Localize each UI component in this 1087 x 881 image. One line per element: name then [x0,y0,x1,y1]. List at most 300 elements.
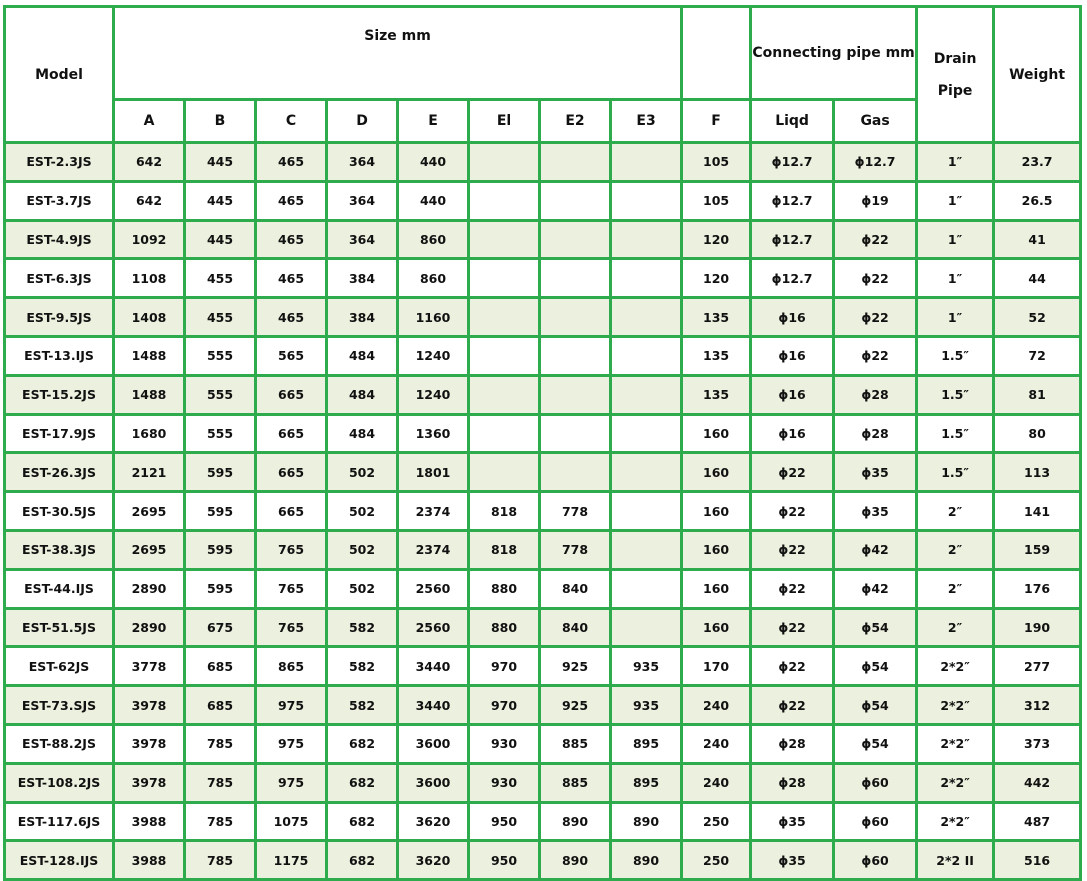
cell-e1 [470,299,538,335]
cell-a: 3988 [115,804,183,840]
cell-f: 240 [683,765,749,801]
cell-drain: 1″ [918,222,992,258]
cell-model: EST-30.5JS [6,493,112,529]
cell-gas: ϕ60 [835,842,915,878]
cell-e1: 880 [470,571,538,607]
table-row [6,648,1079,684]
cell-e3 [612,416,680,452]
cell-b: 685 [186,648,254,684]
cell-e1 [470,260,538,296]
cell-weight: 190 [995,610,1079,646]
cell-f: 105 [683,183,749,219]
cell-d: 502 [328,493,396,529]
cell-e3 [612,299,680,335]
cell-drain: 1″ [918,183,992,219]
cell-e2: 778 [541,532,609,568]
header-connecting-pipe: Connecting pipe mm [752,8,915,98]
cell-weight: 141 [995,493,1079,529]
cell-a: 3978 [115,726,183,762]
cell-gas: ϕ54 [835,726,915,762]
cell-gas: ϕ54 [835,610,915,646]
cell-d: 582 [328,610,396,646]
table-row [6,726,1079,762]
cell-d: 682 [328,765,396,801]
cell-drain: 2*2″ [918,648,992,684]
cell-model: EST-73.SJS [6,687,112,723]
cell-liquid: ϕ28 [752,726,832,762]
cell-drain: 2″ [918,493,992,529]
cell-weight: 442 [995,765,1079,801]
cell-d: 502 [328,571,396,607]
cell-weight: 26.5 [995,183,1079,219]
cell-e3 [612,610,680,646]
cell-c: 765 [257,571,325,607]
cell-model: EST-13.IJS [6,338,112,374]
cell-e2: 925 [541,648,609,684]
cell-a: 3778 [115,648,183,684]
cell-liquid: ϕ12.7 [752,222,832,258]
cell-gas: ϕ22 [835,299,915,335]
cell-weight: 52 [995,299,1079,335]
cell-c: 765 [257,610,325,646]
cell-e1: 970 [470,648,538,684]
cell-e2 [541,454,609,490]
cell-e3: 890 [612,842,680,878]
cell-e: 2374 [399,532,467,568]
cell-gas: ϕ54 [835,687,915,723]
cell-e3 [612,260,680,296]
cell-e: 440 [399,144,467,180]
cell-f: 105 [683,144,749,180]
header-f-top [683,8,749,98]
cell-a: 1488 [115,338,183,374]
header-col-d: D [328,101,396,141]
table-row [6,183,1079,219]
cell-e: 2560 [399,610,467,646]
header-col-e2: E2 [541,101,609,141]
cell-f: 135 [683,377,749,413]
table-row [6,454,1079,490]
cell-f: 240 [683,687,749,723]
cell-d: 484 [328,416,396,452]
cell-a: 3978 [115,687,183,723]
cell-gas: ϕ12.7 [835,144,915,180]
cell-model: EST-17.9JS [6,416,112,452]
cell-model: EST-62JS [6,648,112,684]
cell-liquid: ϕ35 [752,842,832,878]
cell-e1 [470,416,538,452]
cell-gas: ϕ42 [835,571,915,607]
cell-e: 1240 [399,377,467,413]
cell-a: 642 [115,183,183,219]
cell-e3 [612,222,680,258]
cell-d: 364 [328,183,396,219]
cell-e3 [612,338,680,374]
cell-b: 555 [186,377,254,413]
specifications-table [3,5,1082,881]
cell-drain: 2″ [918,610,992,646]
table-row [6,222,1079,258]
cell-a: 2890 [115,610,183,646]
cell-e2: 840 [541,610,609,646]
cell-c: 975 [257,726,325,762]
cell-a: 1680 [115,416,183,452]
cell-b: 455 [186,299,254,335]
cell-f: 160 [683,571,749,607]
table-row [6,571,1079,607]
cell-e2 [541,222,609,258]
cell-gas: ϕ35 [835,493,915,529]
cell-e1 [470,454,538,490]
cell-f: 250 [683,842,749,878]
cell-c: 765 [257,532,325,568]
header-col-c: C [257,101,325,141]
cell-gas: ϕ28 [835,377,915,413]
cell-c: 665 [257,493,325,529]
cell-b: 455 [186,260,254,296]
cell-liquid: ϕ12.7 [752,183,832,219]
cell-d: 502 [328,454,396,490]
cell-liquid: ϕ12.7 [752,144,832,180]
header-model: Model [6,8,112,141]
table-row [6,687,1079,723]
cell-d: 484 [328,338,396,374]
cell-gas: ϕ42 [835,532,915,568]
cell-e2: 778 [541,493,609,529]
cell-model: EST-117.6JS [6,804,112,840]
cell-e1 [470,144,538,180]
table-row [6,260,1079,296]
header-col-e3: E3 [612,101,680,141]
cell-weight: 23.7 [995,144,1079,180]
cell-c: 465 [257,222,325,258]
cell-c: 665 [257,377,325,413]
cell-e2: 885 [541,726,609,762]
cell-e: 2374 [399,493,467,529]
cell-liquid: ϕ12.7 [752,260,832,296]
cell-a: 3988 [115,842,183,878]
cell-e2 [541,260,609,296]
cell-e3: 935 [612,648,680,684]
cell-e2: 890 [541,842,609,878]
cell-e1: 880 [470,610,538,646]
cell-e3 [612,571,680,607]
table-row [6,532,1079,568]
cell-c: 465 [257,299,325,335]
cell-b: 595 [186,493,254,529]
cell-e: 2560 [399,571,467,607]
cell-weight: 277 [995,648,1079,684]
cell-d: 502 [328,532,396,568]
cell-e2 [541,416,609,452]
cell-e3 [612,454,680,490]
header-col-a: A [115,101,183,141]
cell-gas: ϕ60 [835,804,915,840]
cell-liquid: ϕ28 [752,765,832,801]
table-row [6,144,1079,180]
cell-e3: 935 [612,687,680,723]
cell-b: 785 [186,765,254,801]
cell-e2 [541,144,609,180]
cell-e1: 818 [470,532,538,568]
cell-f: 160 [683,454,749,490]
cell-e: 860 [399,222,467,258]
cell-c: 975 [257,765,325,801]
cell-gas: ϕ22 [835,338,915,374]
cell-model: EST-88.2JS [6,726,112,762]
cell-drain: 1″ [918,144,992,180]
cell-e: 1801 [399,454,467,490]
cell-b: 785 [186,804,254,840]
cell-f: 120 [683,260,749,296]
cell-liquid: ϕ16 [752,377,832,413]
cell-model: EST-51.5JS [6,610,112,646]
cell-gas: ϕ22 [835,260,915,296]
cell-drain: 1″ [918,299,992,335]
cell-liquid: ϕ22 [752,610,832,646]
table-row [6,493,1079,529]
table-row [6,804,1079,840]
cell-e1: 950 [470,804,538,840]
cell-liquid: ϕ22 [752,571,832,607]
cell-liquid: ϕ16 [752,416,832,452]
cell-f: 160 [683,493,749,529]
cell-model: EST-108.2JS [6,765,112,801]
cell-e: 3440 [399,687,467,723]
cell-c: 1075 [257,804,325,840]
cell-weight: 312 [995,687,1079,723]
cell-b: 685 [186,687,254,723]
cell-gas: ϕ60 [835,765,915,801]
cell-a: 1092 [115,222,183,258]
cell-e1: 818 [470,493,538,529]
cell-model: EST-15.2JS [6,377,112,413]
cell-liquid: ϕ22 [752,454,832,490]
cell-f: 160 [683,532,749,568]
cell-c: 865 [257,648,325,684]
header-col-f: F [683,101,749,141]
cell-e1: 930 [470,726,538,762]
cell-d: 364 [328,144,396,180]
cell-f: 120 [683,222,749,258]
cell-a: 1108 [115,260,183,296]
cell-a: 2695 [115,532,183,568]
cell-liquid: ϕ22 [752,493,832,529]
cell-e3 [612,183,680,219]
cell-e1 [470,222,538,258]
cell-liquid: ϕ22 [752,648,832,684]
cell-d: 682 [328,804,396,840]
cell-b: 595 [186,532,254,568]
cell-drain: 2*2″ [918,765,992,801]
cell-e1: 970 [470,687,538,723]
cell-e: 440 [399,183,467,219]
cell-c: 665 [257,416,325,452]
cell-a: 2890 [115,571,183,607]
cell-a: 1488 [115,377,183,413]
cell-liquid: ϕ16 [752,299,832,335]
cell-b: 675 [186,610,254,646]
header-size: Size mm [115,8,680,98]
cell-a: 1408 [115,299,183,335]
cell-model: EST-6.3JS [6,260,112,296]
table-row [6,377,1079,413]
cell-weight: 80 [995,416,1079,452]
header-row-top [6,8,1079,98]
cell-e1 [470,377,538,413]
cell-e: 1240 [399,338,467,374]
cell-d: 582 [328,687,396,723]
cell-d: 384 [328,299,396,335]
cell-b: 555 [186,338,254,374]
cell-e2: 925 [541,687,609,723]
cell-e3: 895 [612,726,680,762]
cell-e3 [612,532,680,568]
cell-d: 682 [328,842,396,878]
cell-e1 [470,338,538,374]
cell-b: 445 [186,222,254,258]
cell-e3 [612,377,680,413]
cell-a: 3978 [115,765,183,801]
cell-model: EST-4.9JS [6,222,112,258]
table-body [6,144,1079,878]
cell-a: 642 [115,144,183,180]
cell-drain: 2*2″ [918,687,992,723]
cell-weight: 159 [995,532,1079,568]
cell-c: 1175 [257,842,325,878]
header-col-gas: Gas [835,101,915,141]
cell-e3: 895 [612,765,680,801]
cell-weight: 176 [995,571,1079,607]
cell-model: EST-9.5JS [6,299,112,335]
cell-b: 445 [186,183,254,219]
cell-model: EST-2.3JS [6,144,112,180]
cell-liquid: ϕ16 [752,338,832,374]
cell-e2 [541,338,609,374]
cell-gas: ϕ35 [835,454,915,490]
cell-model: EST-128.IJS [6,842,112,878]
header-drain-pipe: Drain Pipe [918,8,992,141]
cell-e: 3440 [399,648,467,684]
cell-c: 465 [257,183,325,219]
table-row [6,765,1079,801]
cell-drain: 1.5″ [918,377,992,413]
cell-gas: ϕ28 [835,416,915,452]
cell-d: 682 [328,726,396,762]
cell-a: 2121 [115,454,183,490]
cell-drain: 2″ [918,532,992,568]
cell-f: 170 [683,648,749,684]
cell-d: 484 [328,377,396,413]
header-weight: Weight [995,8,1079,141]
cell-e: 1360 [399,416,467,452]
cell-e: 860 [399,260,467,296]
table-row [6,338,1079,374]
cell-e: 3600 [399,726,467,762]
cell-liquid: ϕ22 [752,532,832,568]
cell-drain: 1″ [918,260,992,296]
cell-e2 [541,183,609,219]
cell-drain: 2*2 II [918,842,992,878]
header-col-e: E [399,101,467,141]
cell-e2: 885 [541,765,609,801]
cell-e: 3620 [399,842,467,878]
cell-b: 785 [186,726,254,762]
cell-e: 1160 [399,299,467,335]
cell-e: 3600 [399,765,467,801]
cell-weight: 41 [995,222,1079,258]
cell-d: 364 [328,222,396,258]
cell-f: 135 [683,338,749,374]
table-row [6,842,1079,878]
cell-drain: 2*2″ [918,804,992,840]
cell-model: EST-38.3JS [6,532,112,568]
cell-b: 595 [186,454,254,490]
cell-weight: 113 [995,454,1079,490]
cell-e1: 930 [470,765,538,801]
cell-b: 785 [186,842,254,878]
header-col-e1: El [470,101,538,141]
cell-e3 [612,144,680,180]
cell-drain: 2*2″ [918,726,992,762]
cell-d: 384 [328,260,396,296]
cell-liquid: ϕ35 [752,804,832,840]
header-col-b: B [186,101,254,141]
cell-c: 665 [257,454,325,490]
cell-f: 250 [683,804,749,840]
cell-c: 975 [257,687,325,723]
cell-e1: 950 [470,842,538,878]
cell-e: 3620 [399,804,467,840]
cell-weight: 44 [995,260,1079,296]
cell-drain: 1.5″ [918,338,992,374]
table-row [6,416,1079,452]
cell-gas: ϕ54 [835,648,915,684]
cell-model: EST-26.3JS [6,454,112,490]
table-row [6,610,1079,646]
cell-drain: 2″ [918,571,992,607]
cell-b: 445 [186,144,254,180]
cell-c: 565 [257,338,325,374]
cell-b: 555 [186,416,254,452]
cell-weight: 516 [995,842,1079,878]
cell-drain: 1.5″ [918,454,992,490]
table-row [6,299,1079,335]
cell-drain: 1.5″ [918,416,992,452]
cell-e2: 840 [541,571,609,607]
cell-e1 [470,183,538,219]
cell-weight: 373 [995,726,1079,762]
cell-f: 160 [683,610,749,646]
cell-liquid: ϕ22 [752,687,832,723]
cell-b: 595 [186,571,254,607]
header-col-liquid: Liqd [752,101,832,141]
cell-gas: ϕ19 [835,183,915,219]
cell-gas: ϕ22 [835,222,915,258]
cell-f: 135 [683,299,749,335]
cell-f: 240 [683,726,749,762]
cell-a: 2695 [115,493,183,529]
cell-f: 160 [683,416,749,452]
cell-model: EST-44.IJS [6,571,112,607]
cell-e2 [541,299,609,335]
cell-e3: 890 [612,804,680,840]
cell-weight: 487 [995,804,1079,840]
cell-model: EST-3.7JS [6,183,112,219]
cell-c: 465 [257,260,325,296]
cell-c: 465 [257,144,325,180]
cell-e2: 890 [541,804,609,840]
